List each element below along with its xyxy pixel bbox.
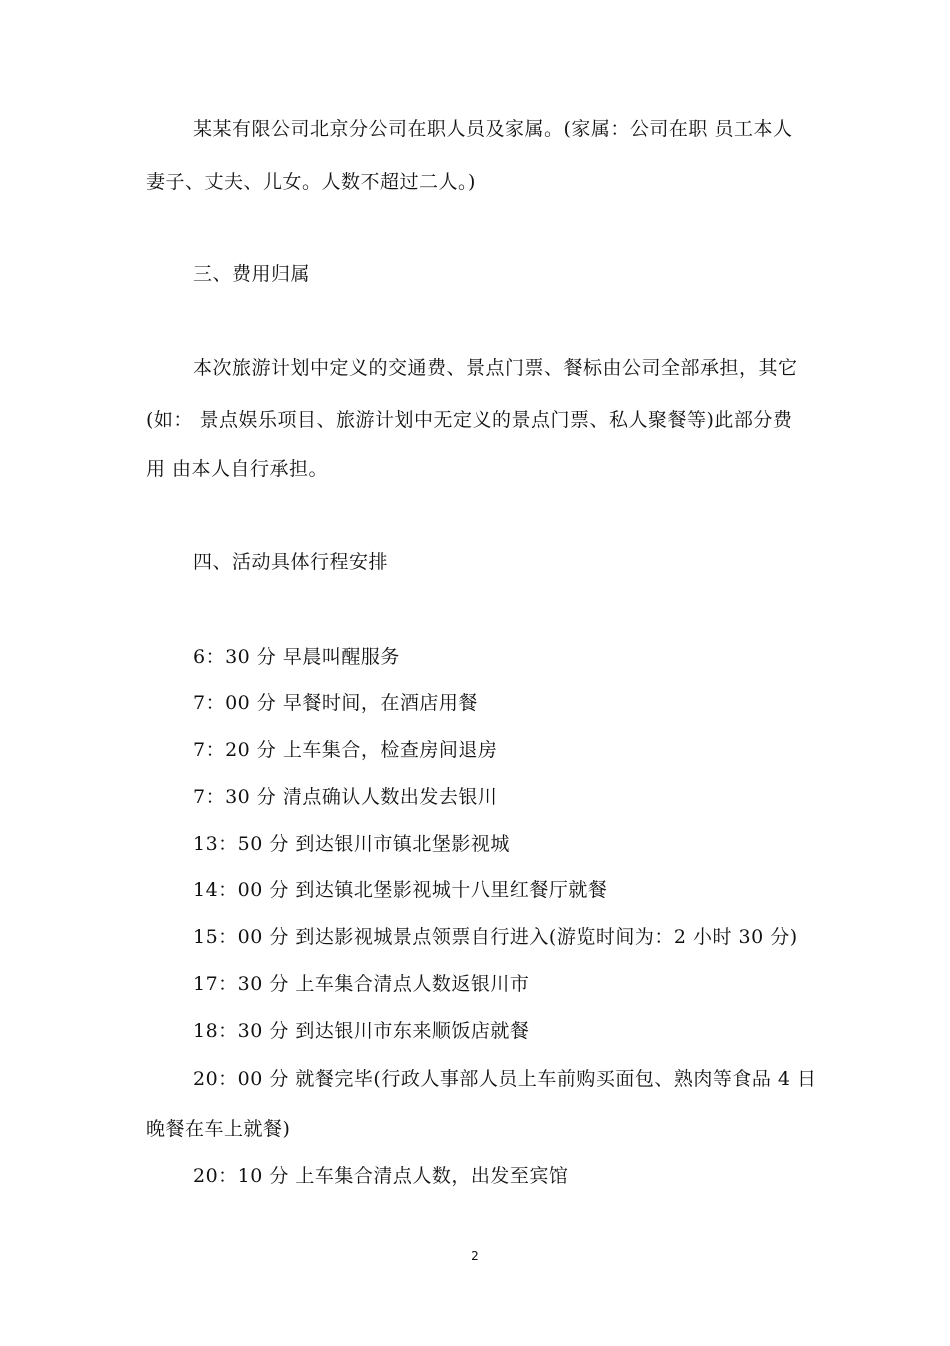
cost-paragraph-line-2: (如： 景点娱乐项目、旅游计划中无定义的景点门票、私人聚餐等)此部分费: [146, 409, 793, 431]
schedule-item: 7：30 分 清点确认人数出发去银川: [193, 786, 498, 808]
schedule-item: 17：30 分 上车集合清点人数返银川市: [193, 973, 530, 995]
schedule-item: 20：10 分 上车集合清点人数，出发至宾馆: [193, 1165, 569, 1187]
page-number: 2: [471, 1249, 479, 1263]
schedule-item: 20：00 分 就餐完毕(行政人事部人员上车前购买面包、熟肉等食品 4 日: [193, 1068, 817, 1090]
schedule-item: 18：30 分 到达银川市东来顺饭店就餐: [193, 1020, 530, 1042]
cost-paragraph-line-1: 本次旅游计划中定义的交通费、景点门票、餐标由公司全部承担，其它: [193, 357, 798, 379]
schedule-item: 14：00 分 到达镇北堡影视城十八里红餐厅就餐: [193, 879, 608, 901]
schedule-item: 7：00 分 早餐时间，在酒店用餐: [193, 692, 478, 714]
schedule-item-continuation: 晚餐在车上就餐): [146, 1118, 291, 1140]
schedule-item: 13：50 分 到达银川市镇北堡影视城: [193, 833, 510, 855]
section-4-heading: 四、活动具体行程安排: [193, 551, 389, 573]
cost-paragraph-line-3: 用 由本人自行承担。: [146, 458, 329, 480]
eligibility-line-2: 妻子、丈夫、儿女。人数不超过二人。): [146, 171, 476, 193]
schedule-item: 15：00 分 到达影视城景点领票自行进入(游览时间为：2 小时 30 分): [193, 926, 798, 948]
schedule-item: 6：30 分 早晨叫醒服务: [193, 646, 400, 668]
section-3-heading: 三、费用归属: [193, 263, 311, 285]
eligibility-line-1: 某某有限公司北京分公司在职人员及家属。(家属：公司在职 员工本人: [193, 118, 793, 140]
schedule-item: 7：20 分 上车集合，检查房间退房: [193, 739, 498, 761]
